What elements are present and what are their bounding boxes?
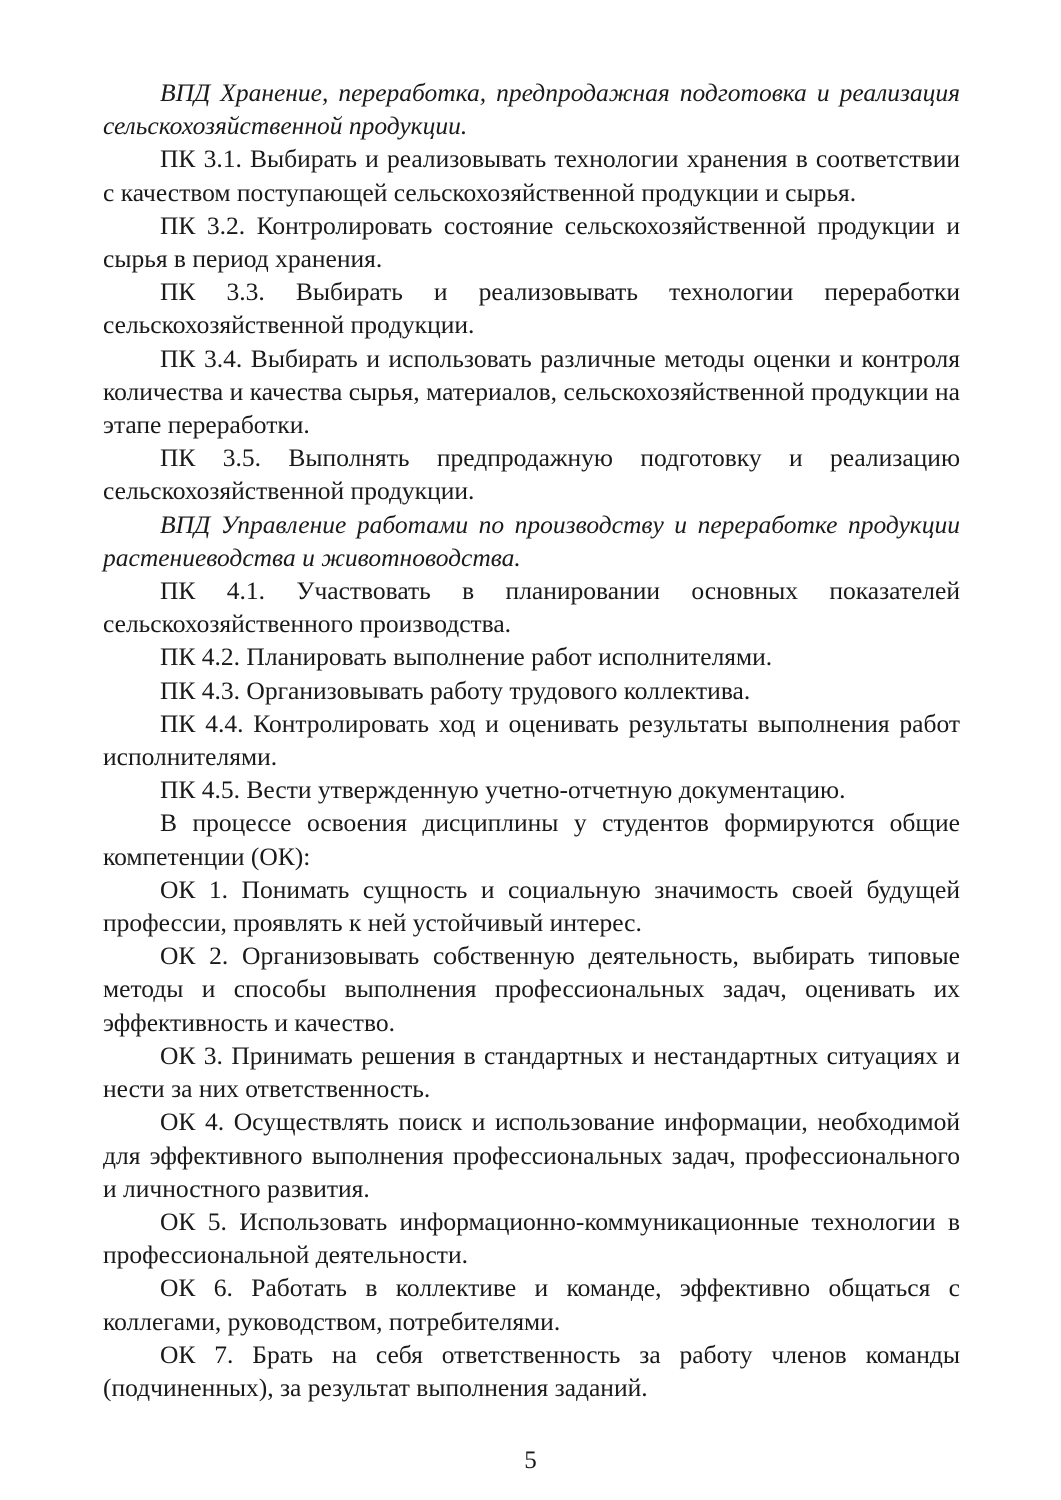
page-number: 5 — [524, 1447, 537, 1474]
paragraph-pk-4-2: ПК 4.2. Планировать выполнение работ исполнителями. — [160, 642, 773, 672]
paragraph-ok-3: ОК 3. Принимать решения в стандартных и нестандартных ситуациях и нести за них ответственность. — [103, 1040, 960, 1104]
paragraph-ok-intro: В процессе освоения дисциплины у студентов формируются общие компетенции (ОК): — [103, 808, 960, 871]
paragraph-pk-4-3: ПК 4.3. Организовывать работу трудового коллектива. — [160, 675, 751, 705]
paragraph-pk-3-4: ПК 3.4. Выбирать и использовать различные методы оценки и контроля количества и качества сырья, материалов, сельскохозяйственной продукции на этапе переработки. — [103, 343, 960, 440]
section-heading-vpd-4: ВПД Управление работами по производству и переработке продукции растениеводства и животноводства. — [103, 509, 960, 572]
paragraph-pk-3-1: ПК 3.1. Выбирать и реализовывать технологии хранения в соответствии с качеством поступающей сельскохозяйственной продукции и сырья. — [103, 144, 960, 207]
paragraph-ok-7: ОК 7. Брать на себя ответственность за работу членов команды (подчиненных), за результат выполнения заданий. — [103, 1339, 960, 1402]
section-heading-vpd-3: ВПД Хранение, переработка, предпродажная подготовка и реализация сельскохозяйственной продукции. — [103, 78, 960, 141]
paragraph-pk-4-4: ПК 4.4. Контролировать ход и оценивать результаты выполнения работ исполнителями. — [103, 708, 960, 772]
paragraph-ok-4: ОК 4. Осуществлять поиск и использование информации, необходимой для эффективного выполнения профессиональных задач, профессионального и личностного развития. — [103, 1107, 960, 1203]
paragraph-ok-5: ОК 5. Использовать информационно-коммуникационные технологии в профессиональной деятельности. — [103, 1206, 960, 1270]
paragraph-pk-3-5: ПК 3.5. Выполнять предпродажную подготовку и реализацию сельскохозяйственной продукции. — [103, 443, 960, 506]
paragraph-pk-4-5: ПК 4.5. Вести утвержденную учетно-отчетную документацию. — [160, 775, 846, 805]
paragraph-pk-4-1: ПК 4.1. Участвовать в планировании основных показателей сельскохозяйственного производства. — [103, 576, 960, 639]
paragraph-ok-2: ОК 2. Организовывать собственную деятельность, выбирать типовые методы и способы выполнения профессиональных задач, оценивать их эффективность и качество. — [103, 941, 960, 1037]
paragraph-ok-6: ОК 6. Работать в коллективе и команде, эффективно общаться с коллегами, руководством, потребителями. — [103, 1273, 960, 1336]
body-text — [103, 76, 960, 1404]
paragraph-ok-1: ОК 1. Понимать сущность и социальную значимость своей будущей профессии, проявлять к ней устойчивый интерес. — [103, 874, 960, 938]
paragraph-pk-3-2: ПК 3.2. Контролировать состояние сельскохозяйственной продукции и сырья в период хранения. — [103, 210, 960, 274]
paragraph-pk-3-3: ПК 3.3. Выбирать и реализовывать технологии переработки сельскохозяйственной продукции. — [103, 277, 960, 340]
